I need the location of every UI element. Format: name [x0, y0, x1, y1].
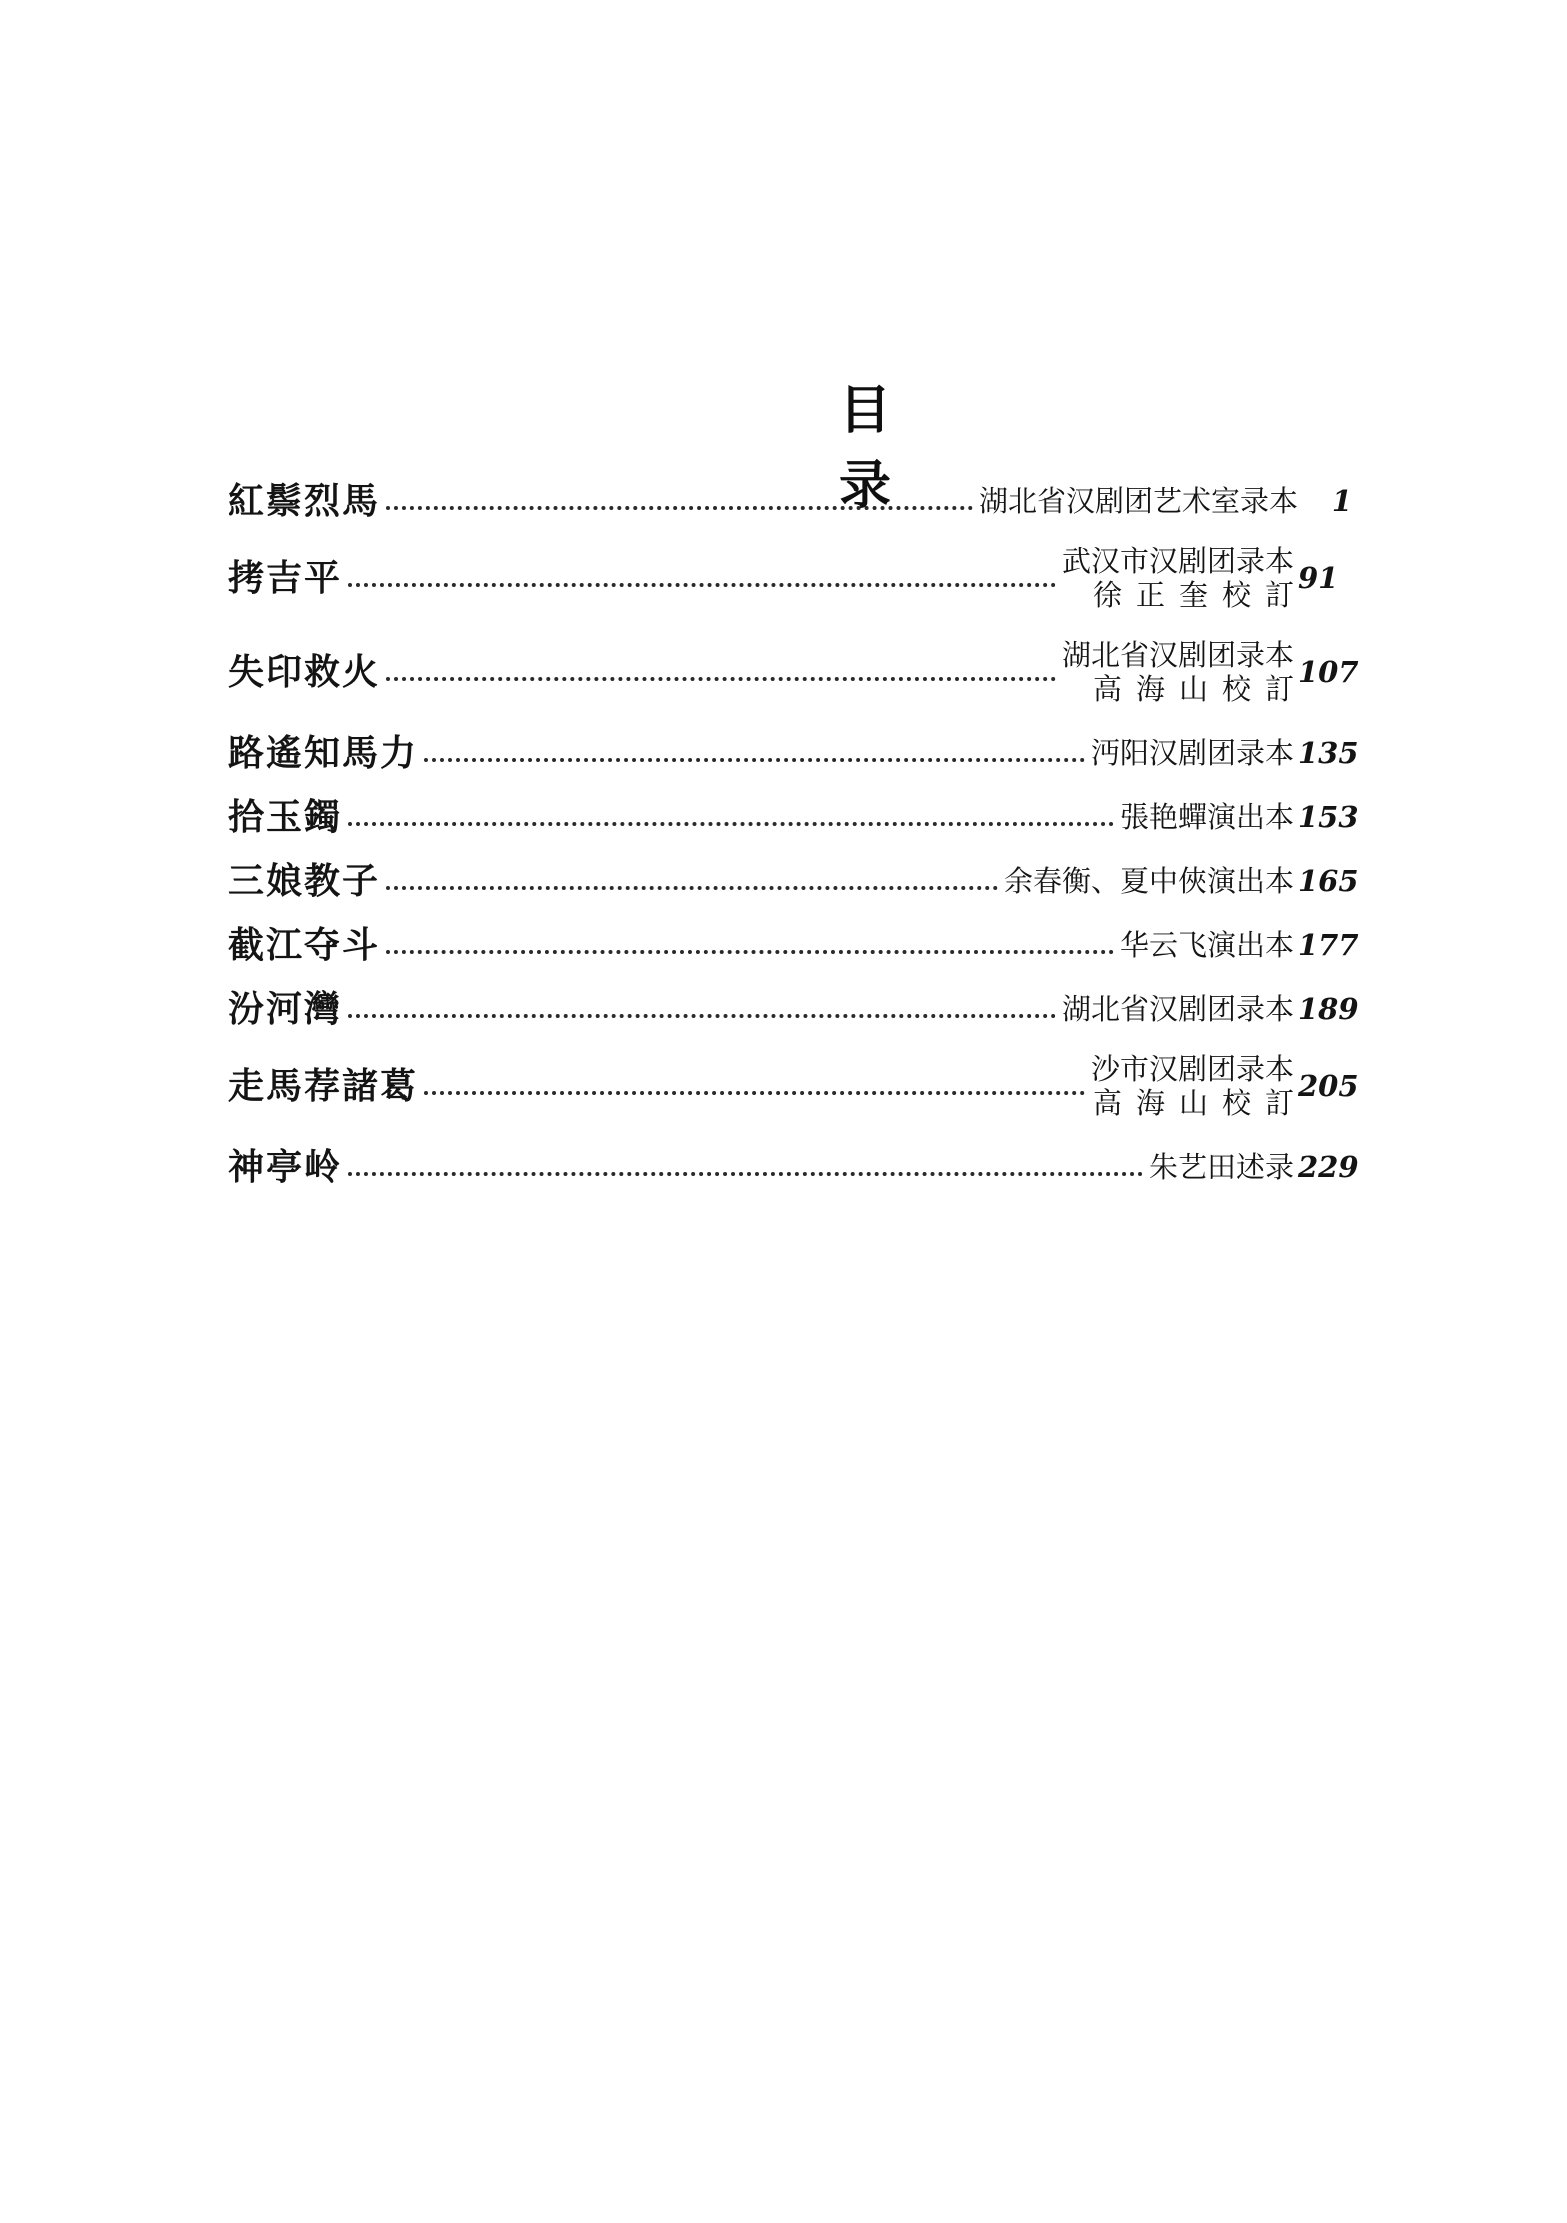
dot-leader	[348, 822, 1114, 826]
dot-leader	[348, 1172, 1143, 1176]
entry-source	[1149, 1150, 1294, 1184]
toc-entry[interactable]	[228, 544, 1360, 612]
entry-page-number: 177	[1298, 928, 1359, 962]
entry-page-number: 1	[1331, 484, 1352, 518]
source-line: 張艳蟬演出本	[1119, 800, 1294, 834]
entry-title: 紅鬃烈馬	[228, 480, 381, 522]
entry-source	[1004, 864, 1294, 898]
entry-source	[1090, 1052, 1308, 1120]
source-line: 高海山校訂	[1092, 672, 1308, 706]
entry-source	[1062, 992, 1294, 1026]
source-line: 沙市汉剧团录本	[1090, 1052, 1294, 1086]
source-line: 武汉市汉剧团录本	[1061, 544, 1294, 578]
dot-leader	[424, 1091, 1085, 1095]
entry-title: 走馬荐諸葛	[228, 1065, 419, 1107]
dot-leader	[348, 1014, 1056, 1018]
entry-title: 路遙知馬力	[228, 732, 419, 774]
source-line: 湖北省汉剧团录本	[1061, 638, 1294, 672]
entry-page-number: 107	[1298, 655, 1359, 689]
source-line: 华云飞演出本	[1119, 928, 1294, 962]
dot-leader	[386, 886, 998, 890]
dot-leader	[424, 758, 1085, 762]
page-title: 目 录	[838, 381, 1164, 516]
table-of-contents	[228, 480, 1360, 1210]
entry-title: 失印救火	[228, 651, 381, 693]
toc-entry[interactable]	[228, 1052, 1360, 1120]
entry-title: 汾河灣	[228, 988, 343, 1030]
entry-source	[1061, 638, 1308, 706]
entry-page-number: 165	[1298, 864, 1359, 898]
entry-source	[1061, 544, 1308, 612]
toc-entry[interactable]	[228, 988, 1360, 1030]
dot-leader	[348, 583, 1056, 587]
source-line: 余春衡、夏中俠演出本	[1003, 864, 1294, 898]
entry-title: 神亭岭	[228, 1146, 343, 1188]
dot-leader	[386, 677, 1056, 681]
entry-page-number: 153	[1298, 800, 1359, 834]
toc-entry[interactable]	[228, 480, 1360, 522]
source-line: 沔阳汉剧团录本	[1090, 736, 1294, 770]
source-line: 湖北省汉剧团录本	[1061, 992, 1294, 1026]
toc-entry[interactable]	[228, 924, 1360, 966]
entry-title: 截江夺斗	[228, 924, 381, 966]
entry-page-number: 189	[1298, 992, 1359, 1026]
entry-page-number: 135	[1298, 736, 1359, 770]
entry-title: 三娘教子	[228, 860, 381, 902]
entry-page-number: 91	[1298, 561, 1339, 595]
entry-source	[979, 484, 1298, 518]
dot-leader	[386, 950, 1114, 954]
entry-source	[1091, 736, 1294, 770]
source-line: 湖北省汉剧团艺术室录本	[978, 484, 1298, 518]
entry-title: 拾玉鐲	[228, 796, 343, 838]
toc-entry[interactable]	[228, 638, 1360, 706]
entry-source	[1120, 800, 1294, 834]
source-line: 朱艺田述录	[1148, 1150, 1294, 1184]
toc-entry[interactable]	[228, 860, 1360, 902]
entry-source	[1120, 928, 1294, 962]
dot-leader	[386, 506, 973, 510]
toc-entry[interactable]	[228, 796, 1360, 838]
source-line: 高海山校訂	[1092, 1086, 1308, 1120]
toc-entry[interactable]	[228, 1146, 1360, 1188]
entry-title: 拷吉平	[228, 557, 343, 599]
source-line: 徐正奎校訂	[1092, 578, 1308, 612]
entry-page-number: 229	[1298, 1150, 1359, 1184]
toc-entry[interactable]	[228, 732, 1360, 774]
entry-page-number: 205	[1298, 1069, 1359, 1103]
